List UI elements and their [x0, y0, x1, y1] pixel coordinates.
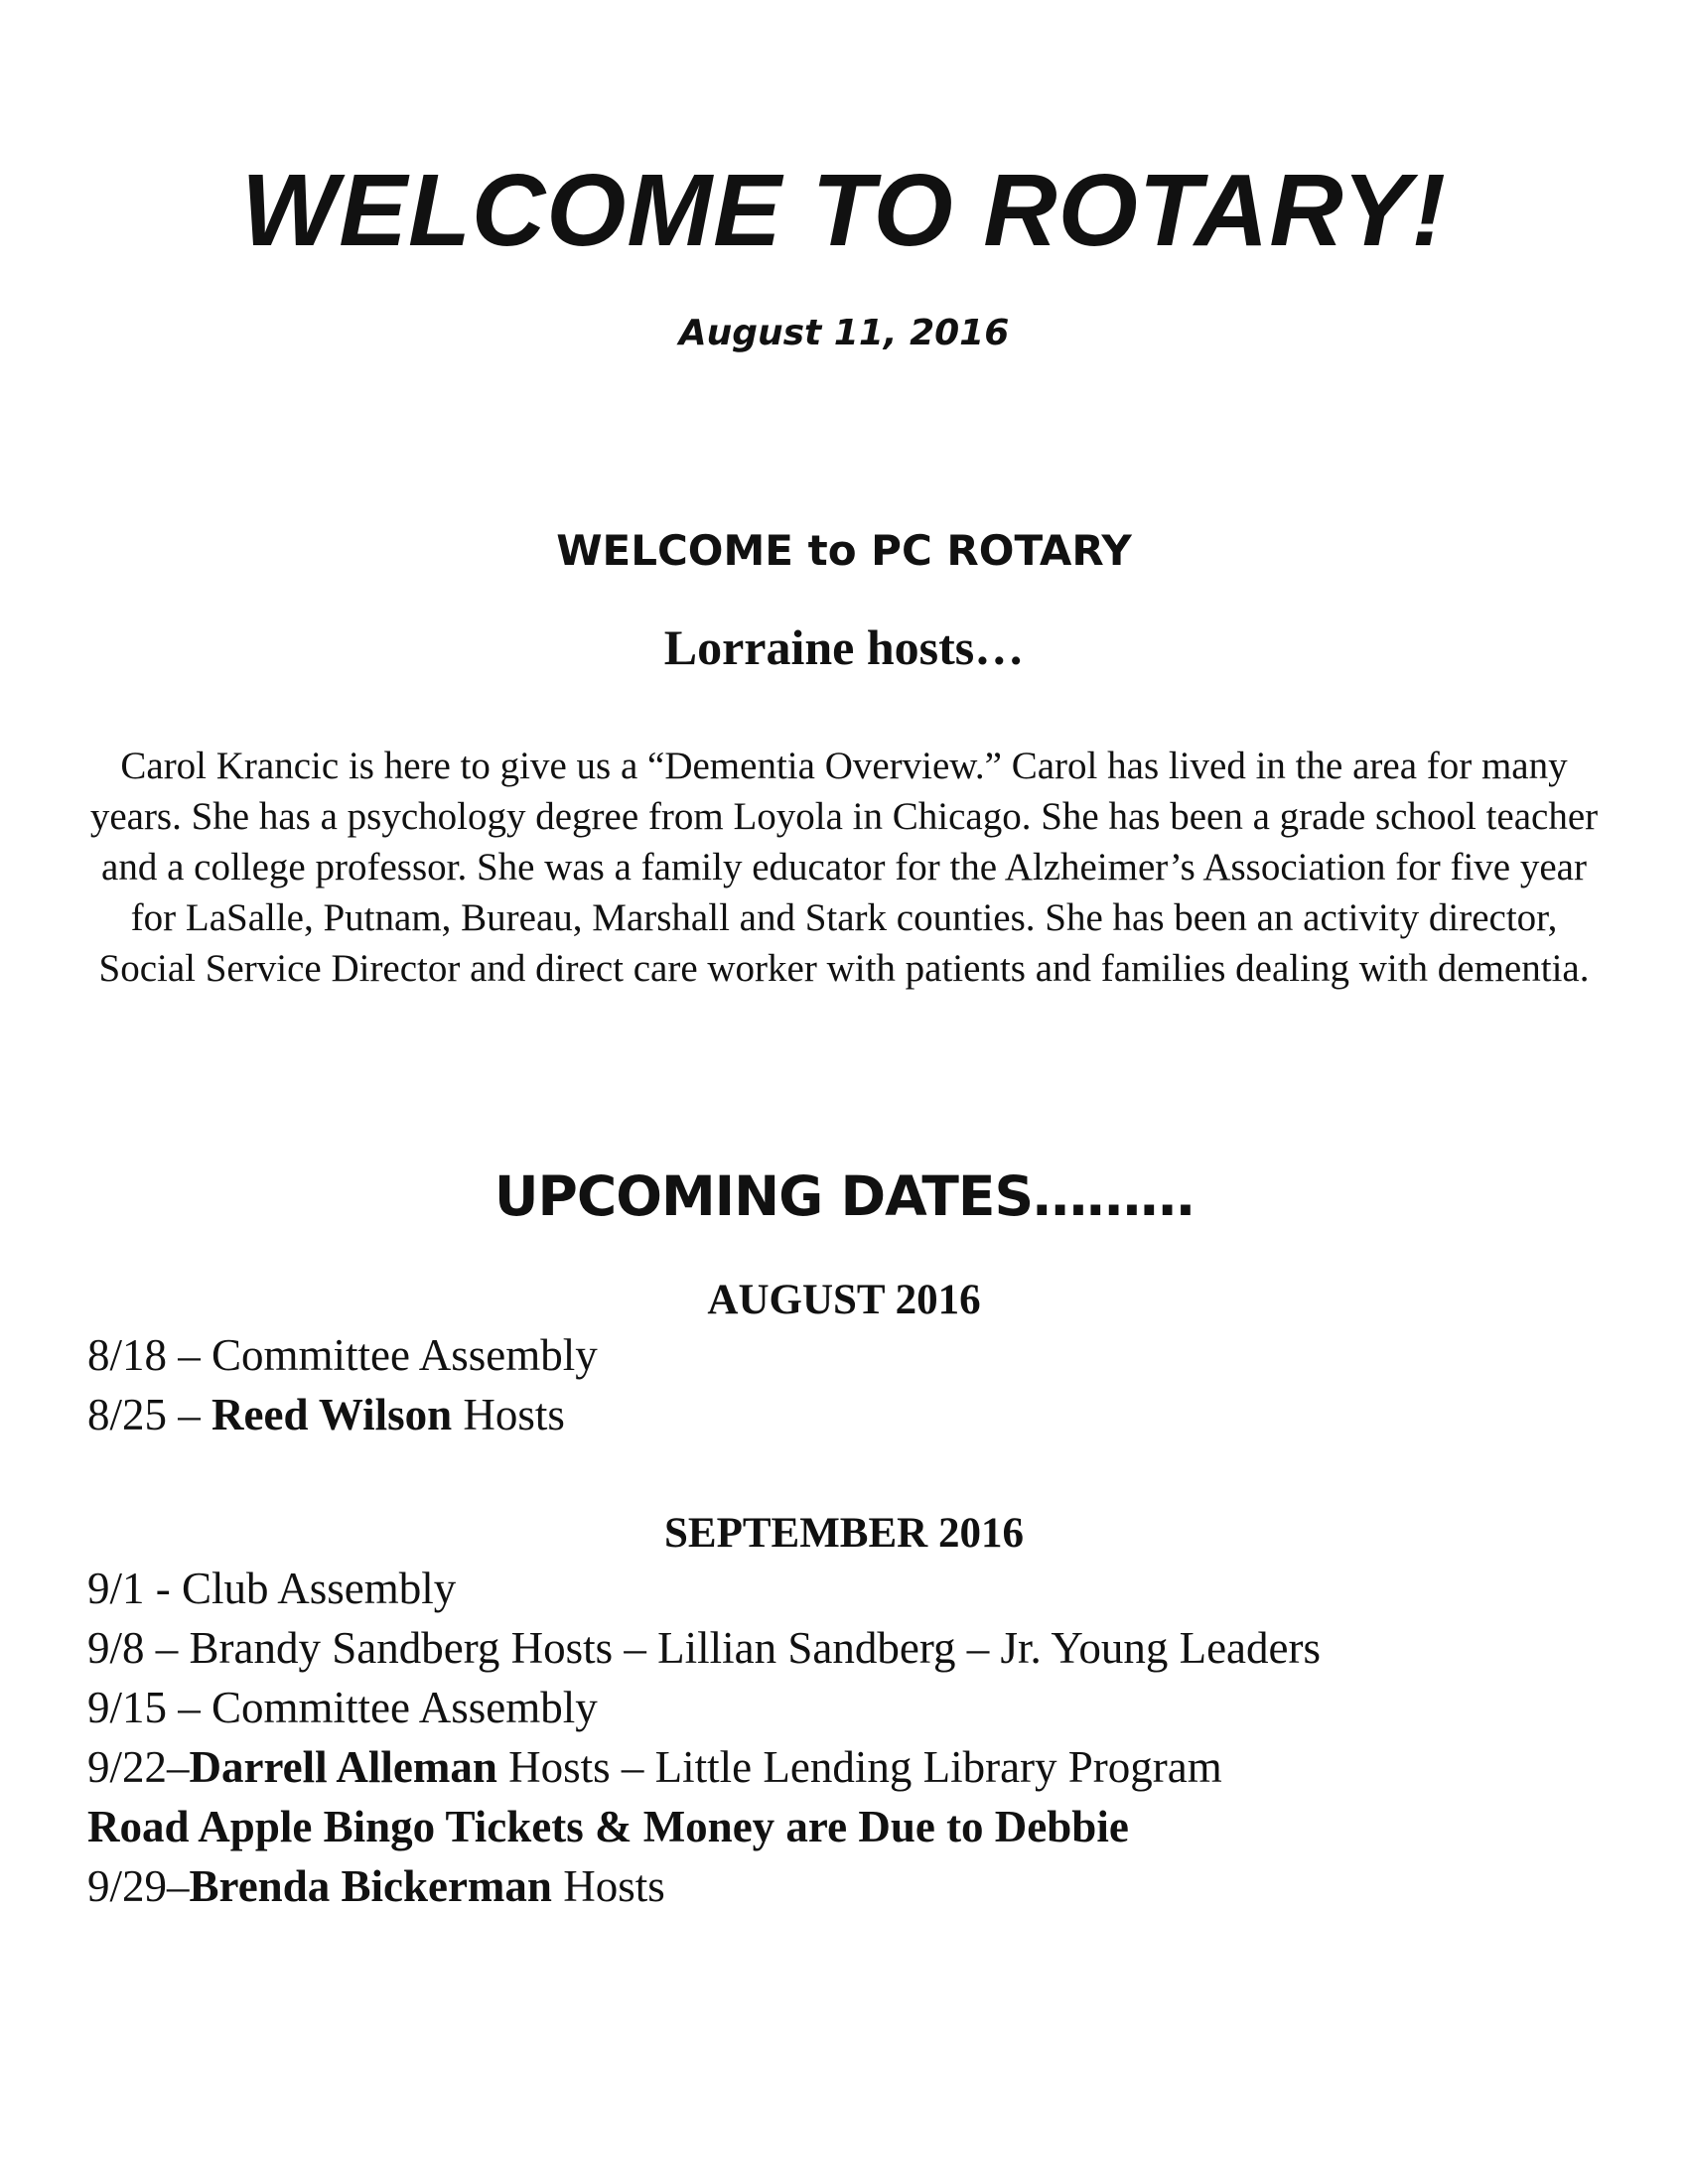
bingo-reminder-note: [87, 1797, 1321, 1856]
event-item: [87, 1856, 1321, 1916]
event-item: [87, 1737, 1321, 1797]
september-events-list: [87, 1559, 1321, 1916]
event-description: Hosts: [551, 1861, 665, 1911]
event-host-name: Reed Wilson: [211, 1390, 453, 1439]
event-host-name: Darrell Alleman: [189, 1742, 497, 1792]
august-events-list: [87, 1325, 598, 1444]
event-description: Hosts: [452, 1390, 565, 1439]
event-text: 9/15 – Committee Assembly: [87, 1683, 598, 1732]
event-description: Hosts – Little Lending Library Program: [496, 1742, 1222, 1792]
september-heading: SEPTEMBER 2016: [664, 1510, 1024, 1557]
page-title: WELCOME TO ROTARY!: [241, 153, 1447, 267]
event-item: [87, 1559, 1321, 1618]
event-item: [87, 1325, 598, 1385]
event-item: [87, 1385, 598, 1444]
event-text: 9/1 - Club Assembly: [87, 1564, 457, 1613]
event-host-name: Brenda Bickerman: [189, 1861, 552, 1911]
host-heading: Lorraine hosts…: [663, 619, 1025, 675]
event-item: [87, 1618, 1321, 1678]
note-text: Road Apple Bingo Tickets & Money are Due to Debbie: [87, 1802, 1129, 1851]
meeting-date: August 11, 2016: [678, 313, 1010, 353]
event-date: 8/25 –: [87, 1390, 212, 1439]
august-heading: AUGUST 2016: [707, 1277, 981, 1323]
speaker-intro-paragraph: Carol Krancic is here to give us a “Dementia Overview.” Carol has lived in the area for many years. She has a psychology degree from Loyola in Chicago. She has been a grade school teacher and a college professor. She was a family educator for the Alzheimer’s Association for five year for LaSalle, Putnam, Bureau, Marshall and Stark counties. She has been an activity director, Social Service Director and direct care worker with patients and families dealing with dementia.: [89, 745, 1599, 990]
event-date: 9/29–: [87, 1861, 190, 1911]
event-text: 9/8 – Brandy Sandberg Hosts – Lillian Sandberg – Jr. Young Leaders: [87, 1623, 1322, 1673]
upcoming-dates-heading: UPCOMING DATES………: [493, 1164, 1195, 1228]
welcome-heading: WELCOME to PC ROTARY: [556, 526, 1132, 575]
event-date: 9/22–: [87, 1742, 190, 1792]
event-item: [87, 1678, 1321, 1737]
event-text: 8/18 – Committee Assembly: [87, 1330, 598, 1380]
